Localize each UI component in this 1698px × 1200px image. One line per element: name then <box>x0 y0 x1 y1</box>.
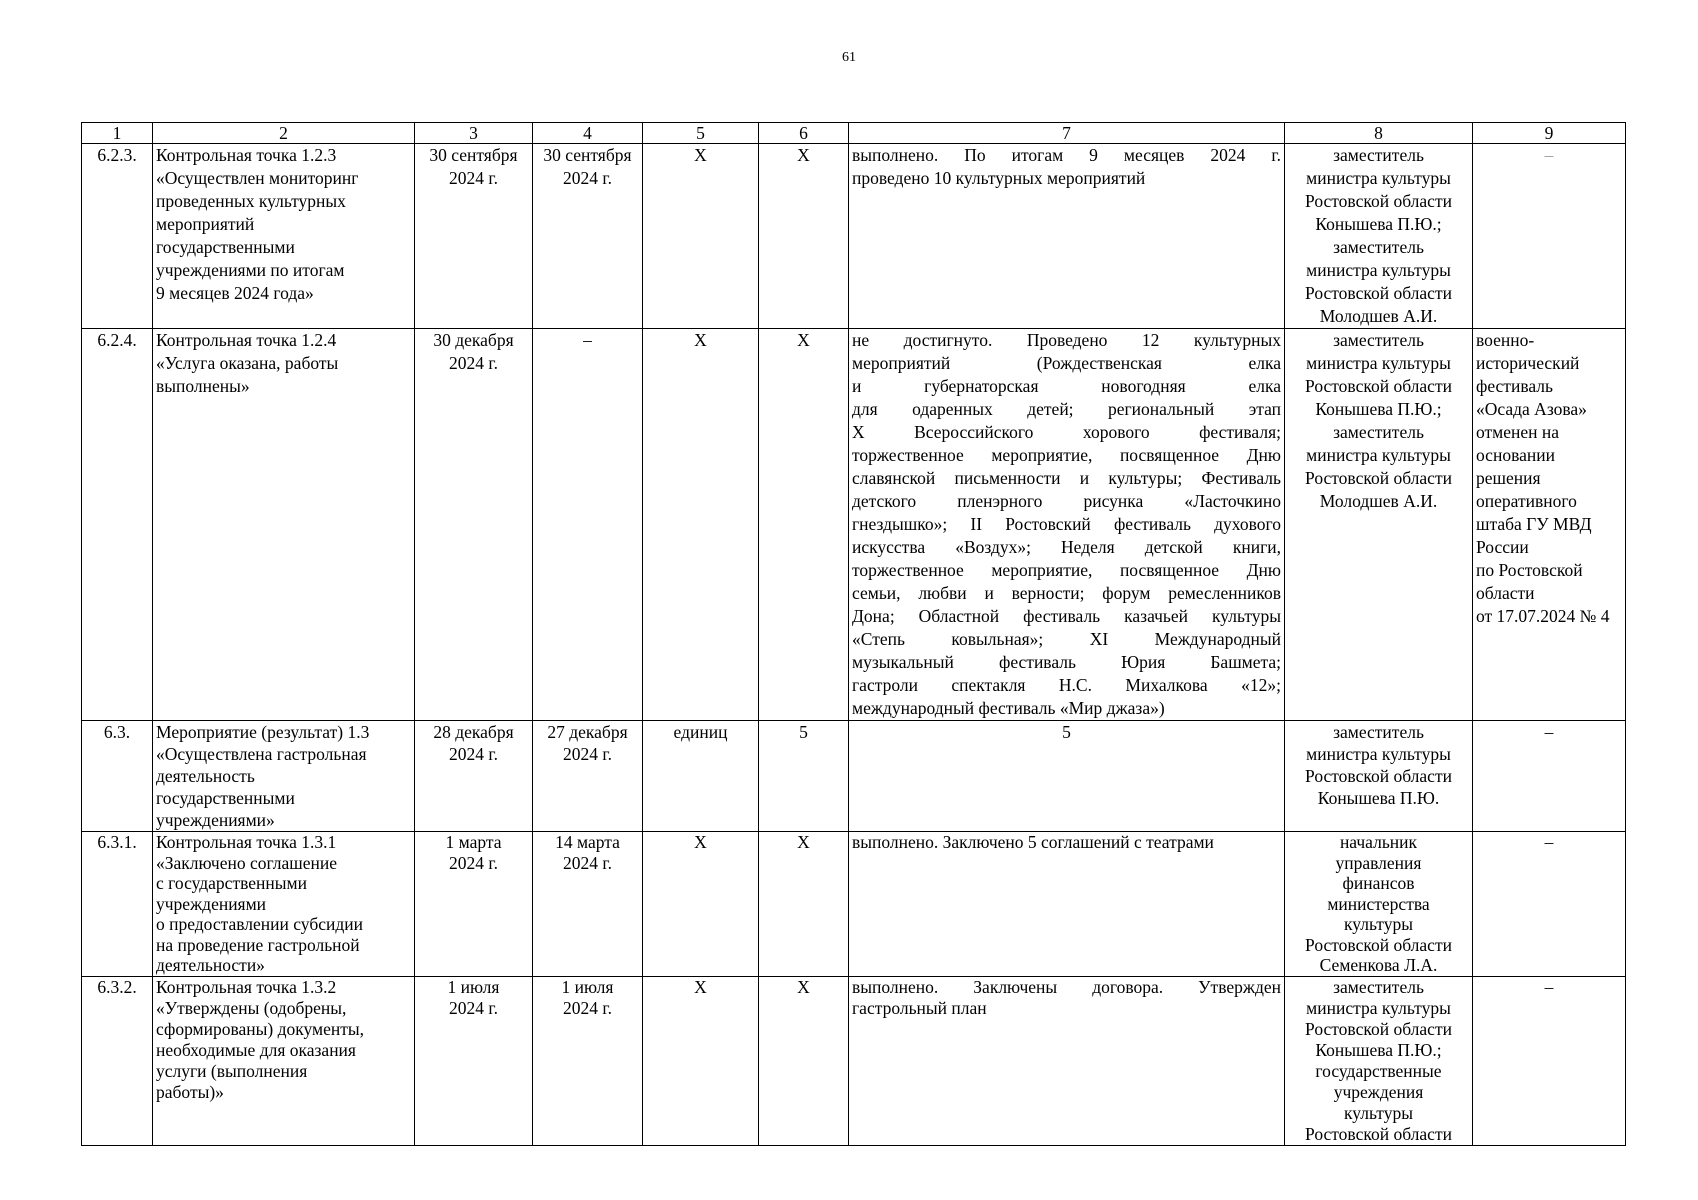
text-line: семьи, любви и верности; форум ремесленников <box>852 583 1281 603</box>
status-text <box>849 832 1285 977</box>
responsible <box>1285 144 1473 329</box>
text-line: управления <box>1335 852 1422 873</box>
text-line: Молодшев А.И. <box>1319 306 1438 326</box>
column-header: 8 <box>1285 123 1473 144</box>
plan-date <box>415 976 533 1145</box>
row-number: 6.3. <box>82 721 153 832</box>
text-line: «Заключено соглашение <box>156 852 338 873</box>
row-name <box>153 976 415 1145</box>
text-line: учреждениями по итогам <box>156 260 345 280</box>
text-line: государственными <box>156 237 295 257</box>
unit: Х <box>643 832 759 977</box>
text-line: отменен на <box>1476 422 1560 442</box>
text-line: 30 сентября <box>429 145 518 165</box>
text-line: 30 декабря <box>433 330 514 350</box>
report-table <box>81 122 1626 1146</box>
text-line: детского пленэрного рисунка «Ласточкино <box>852 491 1281 511</box>
column-header: 1 <box>82 123 153 144</box>
text-line: – <box>1544 145 1554 165</box>
text-line: заместитель <box>1333 330 1424 350</box>
text-line: международный фестиваль «Мир джаза») <box>852 698 1165 718</box>
text-line: 5 <box>1062 722 1071 742</box>
text-line: Ростовской области <box>1305 468 1452 488</box>
text-line: деятельности» <box>156 955 265 975</box>
text-line: Ростовской области <box>1305 1018 1452 1039</box>
fact-date <box>533 144 643 329</box>
text-line: «Услуга оказана, работы <box>156 353 339 373</box>
status-text <box>849 976 1285 1145</box>
text-line: 2024 г. <box>449 744 498 764</box>
text-line: необходимые для оказания <box>156 1039 356 1060</box>
text-line: культуры <box>1344 914 1413 934</box>
text-line: министра культуры <box>1306 445 1451 465</box>
text-line: министра культуры <box>1306 260 1451 280</box>
text-line: услуги (выполнения <box>156 1060 308 1081</box>
fact-date <box>533 976 643 1145</box>
text-line: выполнено. По итогам 9 месяцев 2024 г. <box>852 145 1281 165</box>
text-line: и губернаторская новогодняя елка <box>852 376 1281 396</box>
text-line: Ростовской области <box>1305 766 1452 786</box>
text-line: – <box>1544 722 1554 742</box>
text-line: 2024 г. <box>449 353 498 373</box>
column-header: 9 <box>1473 123 1626 144</box>
text-line: гнездышко»; II Ростовский фестиваль духового <box>852 514 1281 534</box>
note <box>1473 144 1626 329</box>
responsible <box>1285 721 1473 832</box>
fact-date <box>533 329 643 721</box>
text-line: – <box>583 330 592 350</box>
unit: Х <box>643 144 759 329</box>
text-line: заместитель <box>1333 422 1424 442</box>
text-line: Дона; Областной фестиваль казачьей культуры <box>852 606 1281 626</box>
unit: единиц <box>643 721 759 832</box>
text-line: Контрольная точка 1.2.4 <box>156 330 337 350</box>
text-line: министерства <box>1327 893 1430 914</box>
text-line: 2024 г. <box>563 997 612 1018</box>
text-line: заместитель <box>1333 145 1424 165</box>
text-line: Ростовской области <box>1305 191 1452 211</box>
unit: Х <box>643 976 759 1145</box>
plan-value: Х <box>759 329 849 721</box>
plan-date <box>415 144 533 329</box>
text-line: торжественное мероприятие, посвященное Дню <box>852 560 1281 580</box>
text-line: военно- <box>1476 330 1535 350</box>
table-row <box>82 329 1626 721</box>
text-line: 1 марта <box>445 832 502 852</box>
text-line: учреждения <box>1333 1081 1424 1102</box>
text-line: славянской письменности и культуры; Фестиваль <box>852 468 1281 488</box>
plan-value: 5 <box>759 721 849 832</box>
text-line: заместитель <box>1333 237 1424 257</box>
note <box>1473 721 1626 832</box>
text-line: Конышева П.Ю.; <box>1315 399 1442 419</box>
plan-date <box>415 721 533 832</box>
table-row <box>82 976 1626 1145</box>
text-line: не достигнуто. Проведено 12 культурных <box>852 330 1281 350</box>
text-line: Контрольная точка 1.2.3 <box>156 145 337 165</box>
text-line: Конышева П.Ю. <box>1317 788 1440 808</box>
text-line: 2024 г. <box>563 744 612 764</box>
text-line: 9 месяцев 2024 года» <box>156 283 314 303</box>
column-header: 3 <box>415 123 533 144</box>
text-line: 2024 г. <box>449 168 498 188</box>
column-header: 7 <box>849 123 1285 144</box>
text-line: России <box>1476 537 1529 557</box>
text-line: от 17.07.2024 № 4 <box>1476 606 1610 626</box>
text-line: Х Всероссийского хорового фестиваля; <box>852 422 1281 442</box>
text-line: Мероприятие (результат) 1.3 <box>156 722 370 742</box>
column-header: 4 <box>533 123 643 144</box>
text-line: 2024 г. <box>563 852 612 873</box>
text-line: – <box>1544 976 1554 997</box>
text-line: министра культуры <box>1306 168 1451 188</box>
responsible <box>1285 832 1473 977</box>
row-name <box>153 144 415 329</box>
table-row <box>82 721 1626 832</box>
text-line: министра культуры <box>1306 353 1451 373</box>
text-line: Контрольная точка 1.3.2 <box>156 976 337 997</box>
text-line: заместитель <box>1333 722 1424 742</box>
text-line: сформированы) документы, <box>156 1018 365 1039</box>
row-number: 6.2.3. <box>82 144 153 329</box>
text-line: Ростовской области <box>1305 934 1452 955</box>
note <box>1473 976 1626 1145</box>
text-line: выполнено. Заключены договора. Утвержден <box>852 976 1281 997</box>
text-line: для одаренных детей; региональный этап <box>852 399 1281 419</box>
text-line: оперативного <box>1476 491 1577 511</box>
table-row <box>82 832 1626 977</box>
plan-value: Х <box>759 976 849 1145</box>
text-line: «Осуществлена гастрольная <box>156 744 367 764</box>
column-header: 6 <box>759 123 849 144</box>
text-line: решения <box>1476 468 1541 488</box>
row-number: 6.3.2. <box>82 976 153 1145</box>
text-line: 2024 г. <box>449 997 498 1018</box>
text-line: фестиваль <box>1476 376 1553 396</box>
row-number: 6.2.4. <box>82 329 153 721</box>
responsible <box>1285 976 1473 1145</box>
plan-date <box>415 329 533 721</box>
header-row <box>82 123 1626 144</box>
text-line: 27 декабря <box>547 722 628 742</box>
text-line: о предоставлении субсидии <box>156 914 363 934</box>
status-text <box>849 721 1285 832</box>
text-line: выполнено. Заключено 5 соглашений с театрами <box>852 832 1214 852</box>
column-header: 2 <box>153 123 415 144</box>
text-line: начальник <box>1339 832 1418 852</box>
text-line: 1 июля <box>447 976 500 997</box>
row-name <box>153 721 415 832</box>
unit: Х <box>643 329 759 721</box>
text-line: Контрольная точка 1.3.1 <box>156 832 337 852</box>
text-line: на проведение гастрольной <box>156 934 360 955</box>
row-number: 6.3.1. <box>82 832 153 977</box>
column-header: 5 <box>643 123 759 144</box>
text-line: основании <box>1476 445 1555 465</box>
row-name <box>153 832 415 977</box>
text-line: 28 декабря <box>433 722 514 742</box>
text-line: деятельность <box>156 766 255 786</box>
text-line: заместитель <box>1333 976 1424 997</box>
text-line: государственными <box>156 788 295 808</box>
text-line: области <box>1476 583 1535 603</box>
note <box>1473 329 1626 721</box>
text-line: Семенкова Л.А. <box>1319 955 1438 975</box>
text-line: министра культуры <box>1306 744 1451 764</box>
text-line: гастроли спектакля Н.С. Михалкова «12»; <box>852 675 1281 695</box>
text-line: – <box>1544 832 1554 852</box>
table-row <box>82 144 1626 329</box>
text-line: учреждениями <box>156 893 267 914</box>
text-line: проведенных культурных <box>156 191 346 211</box>
text-line: гастрольный план <box>852 997 987 1018</box>
status-text <box>849 144 1285 329</box>
text-line: Ростовской области <box>1305 283 1452 303</box>
text-line: 2024 г. <box>563 168 612 188</box>
text-line: Молодшев А.И. <box>1319 491 1438 511</box>
status-text <box>849 329 1285 721</box>
row-name <box>153 329 415 721</box>
fact-date <box>533 832 643 977</box>
text-line: работы)» <box>156 1081 224 1102</box>
text-line: Конышева П.Ю.; <box>1315 1039 1442 1060</box>
text-line: Конышева П.Ю.; <box>1315 214 1442 234</box>
text-line: «Утверждены (одобрены, <box>156 997 347 1018</box>
text-line: штаба ГУ МВД <box>1476 514 1592 534</box>
text-line: выполнены» <box>156 376 250 396</box>
text-line: «Степь ковыльная»; XI Международный <box>852 629 1281 649</box>
text-line: торжественное мероприятие, посвященное Дню <box>852 445 1281 465</box>
text-line: «Осада Азова» <box>1476 399 1587 419</box>
text-line: финансов <box>1342 873 1415 893</box>
text-line: министра культуры <box>1306 997 1451 1018</box>
text-line: искусства «Воздух»; Неделя детской книги, <box>852 537 1281 557</box>
text-line: 1 июля <box>561 976 614 997</box>
text-line: мероприятий <box>156 214 255 234</box>
text-line: 2024 г. <box>449 852 498 873</box>
text-line: с государственными <box>156 873 307 893</box>
text-line: учреждениями» <box>156 810 275 830</box>
text-line: Ростовской области <box>1305 376 1452 396</box>
text-line: «Осуществлен мониторинг <box>156 168 359 188</box>
text-line: 30 сентября <box>543 145 632 165</box>
plan-value: Х <box>759 144 849 329</box>
text-line: исторический <box>1476 353 1580 373</box>
text-line: 14 марта <box>555 832 620 852</box>
plan-date <box>415 832 533 977</box>
text-line: по Ростовской <box>1476 560 1583 580</box>
plan-value: Х <box>759 832 849 977</box>
text-line: проведено 10 культурных мероприятий <box>852 168 1146 188</box>
page-number: 61 <box>842 50 856 65</box>
text-line: культуры <box>1344 1102 1413 1123</box>
text-line: Ростовской области <box>1305 1123 1452 1144</box>
fact-date <box>533 721 643 832</box>
responsible <box>1285 329 1473 721</box>
text-line: музыкальный фестиваль Юрия Башмета; <box>852 652 1281 672</box>
note <box>1473 832 1626 977</box>
text-line: государственные <box>1315 1060 1442 1081</box>
text-line: мероприятий (Рождественская елка <box>852 353 1281 373</box>
